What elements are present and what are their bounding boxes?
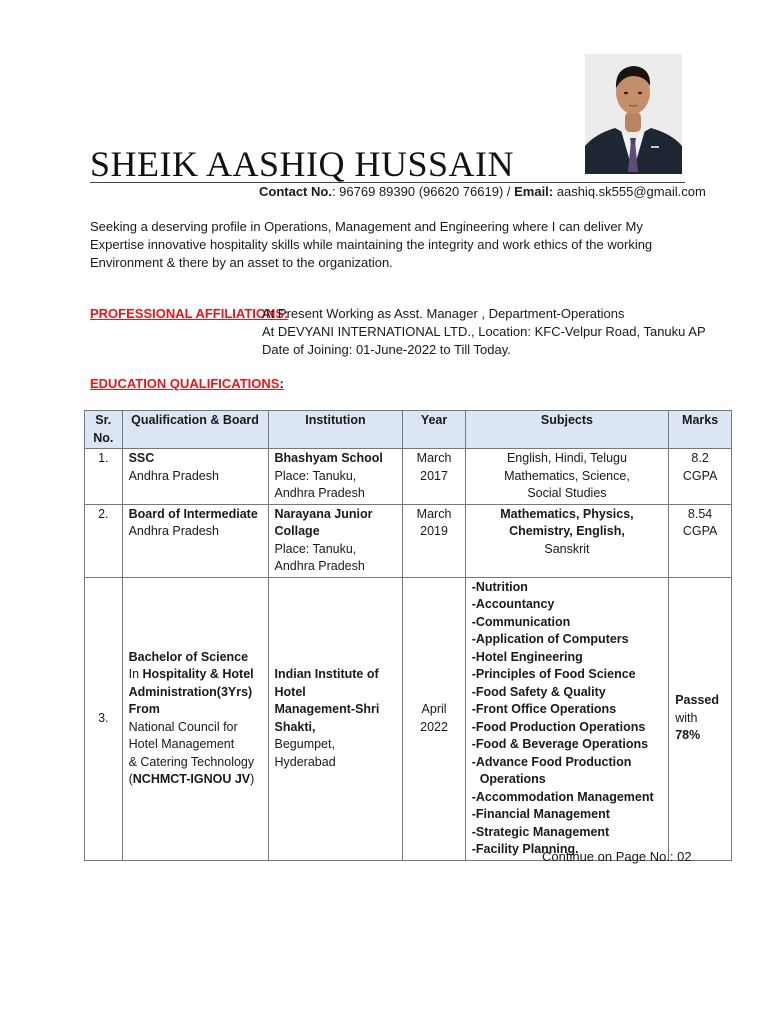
subject-item: -Accommodation Management <box>471 789 654 804</box>
subject-item: Operations <box>479 772 546 786</box>
institution-name: Narayana Junior Collage <box>274 506 373 538</box>
qualification-line: & Catering Technology <box>128 754 255 769</box>
subject-item: -Accountancy <box>471 597 555 611</box>
cell-institution <box>268 504 403 577</box>
subject-item: -Food Production Operations <box>471 719 646 734</box>
year-month: March <box>416 506 452 521</box>
institution-place: Place: Tanuku, <box>274 468 357 483</box>
subjects-line: Sanskrit <box>544 541 590 556</box>
qualification-line: National Council for <box>128 719 238 734</box>
col-header-marks: Marks <box>669 411 732 449</box>
cell-sr: 1. <box>85 449 123 505</box>
cell-marks <box>669 504 732 577</box>
subject-item: -Food Safety & Quality <box>471 684 606 699</box>
qualification-title: Board of Intermediate <box>128 506 258 521</box>
table-row <box>85 449 732 505</box>
qualification-board: Andhra Pradesh <box>128 468 219 483</box>
qualification-line: From <box>128 702 160 716</box>
qualification-line <box>129 771 262 789</box>
institution-place: Place: Tanuku, <box>274 541 357 556</box>
subject-item: -Advance Food Production <box>471 754 632 769</box>
email-label: Email: <box>514 184 554 199</box>
table-row <box>85 577 732 860</box>
contact-label: Contact No. <box>259 184 332 199</box>
qualification-line: Hotel Management <box>128 737 235 751</box>
qualification-prefix: In <box>128 667 143 681</box>
education-heading-colon: : <box>279 376 284 391</box>
cell-subjects <box>465 577 669 860</box>
cell-subjects <box>465 504 669 577</box>
cell-year <box>403 449 465 505</box>
subject-item: -Financial Management <box>471 807 610 821</box>
qualification-field: Hospitality & Hotel <box>142 667 254 681</box>
cell-sr: 2. <box>85 504 123 577</box>
subjects-line: Social Studies <box>527 486 607 500</box>
subject-item: -Strategic Management <box>471 824 610 839</box>
subjects-line: English, Hindi, Telugu <box>506 451 627 465</box>
col-header-subjects: Subjects <box>465 411 669 449</box>
subject-item: -Nutrition <box>471 579 528 594</box>
paren-open: ( <box>128 772 133 786</box>
cell-year <box>403 504 465 577</box>
marks-value: 8.54 <box>687 506 713 521</box>
cell-marks <box>669 449 732 505</box>
institution-line: Indian Institute of Hotel <box>274 667 379 699</box>
subject-item: -Principles of Food Science <box>471 667 636 681</box>
cell-qualification <box>122 504 268 577</box>
affiliation-line-2: At DEVYANI INTERNATIONAL LTD., Location: KFC-Velpur Road, Tanuku AP <box>262 324 706 339</box>
marks-with: with <box>675 710 698 725</box>
subject-item: -Hotel Engineering <box>471 649 583 664</box>
qualification-line: Bachelor of Science <box>128 649 249 664</box>
affiliations-heading: PROFESSIONAL AFFILIATIONS: <box>90 306 289 321</box>
year-year: 2017 <box>420 468 448 483</box>
subject-item: -Communication <box>471 614 571 629</box>
subject-item: -Food & Beverage Operations <box>471 737 649 751</box>
education-heading-text: EDUCATION QUALIFICATIONS <box>90 376 280 391</box>
marks-unit: CGPA <box>682 524 718 538</box>
profile-photo <box>585 54 682 174</box>
col-header-qualification: Qualification & Board <box>122 411 268 449</box>
contact-number: : 96769 89390 (96620 76619) / <box>331 184 515 199</box>
marks-status: Passed <box>675 693 719 708</box>
year-month: April <box>421 702 447 716</box>
year-year: 2022 <box>420 719 448 734</box>
email-address[interactable]: aashiq.sk555@gmail.com <box>553 184 706 199</box>
qualification-line <box>129 666 262 684</box>
cell-qualification <box>122 449 268 505</box>
year-year: 2019 <box>420 524 448 538</box>
subject-item: -Facility Planning. <box>471 842 579 856</box>
education-heading <box>90 376 284 391</box>
qualification-title: SSC <box>128 451 155 465</box>
continue-note: Continue on Page No.: 02 <box>542 849 692 864</box>
paren-close: ) <box>250 772 255 786</box>
institution-state: Andhra Pradesh <box>274 559 365 573</box>
cell-sr: 3. <box>85 577 123 860</box>
affiliation-line-3: Date of Joining: 01-June-2022 to Till Today. <box>262 342 511 357</box>
qualification-line: Administration(3Yrs) <box>128 684 253 699</box>
cell-institution <box>268 577 403 860</box>
institution-line: Management-Shri Shakti, <box>274 702 380 734</box>
subject-item: -Application of Computers <box>471 632 629 646</box>
subjects-line: Mathematics, Physics, <box>500 506 634 521</box>
col-header-year: Year <box>403 411 465 449</box>
qualification-board: Andhra Pradesh <box>128 524 219 538</box>
marks-percent: 78% <box>675 728 701 743</box>
education-table <box>84 410 732 861</box>
col-header-sr: Sr. No. <box>85 411 123 449</box>
institution-name: Bhashyam School <box>274 451 383 465</box>
institution-line: Begumpet, Hyderabad <box>274 737 336 769</box>
cell-year <box>403 577 465 860</box>
affiliation-line-1: At Present Working as Asst. Manager , Department-Operations <box>262 306 625 321</box>
marks-unit: CGPA <box>682 468 718 483</box>
marks-value: 8.2 <box>691 451 709 465</box>
contact-line <box>259 184 706 199</box>
institution-state: Andhra Pradesh <box>274 486 365 500</box>
header-divider <box>90 182 685 183</box>
cell-qualification <box>122 577 268 860</box>
qualification-abbrev: NCHMCT-IGNOU JV <box>132 772 251 786</box>
subject-item: -Front Office Operations <box>471 702 617 716</box>
year-month: March <box>416 451 452 465</box>
cell-subjects <box>465 449 669 505</box>
candidate-name: SHEIK AASHIQ HUSSAIN <box>90 144 515 184</box>
career-objective: Seeking a deserving profile in Operations, Management and Engineering where I can deliver My Expertise innovative hospitality skills while maintaining the integrity and work ethics of the working Environment & there by an asset to the organization. <box>90 219 653 270</box>
cell-marks <box>669 577 732 860</box>
col-header-institution: Institution <box>268 411 403 449</box>
cell-institution <box>268 449 403 505</box>
subjects-line: Chemistry, English, <box>509 524 625 538</box>
table-header-row <box>85 411 732 449</box>
subjects-line: Mathematics, Science, <box>504 468 630 483</box>
table-row <box>85 504 732 577</box>
